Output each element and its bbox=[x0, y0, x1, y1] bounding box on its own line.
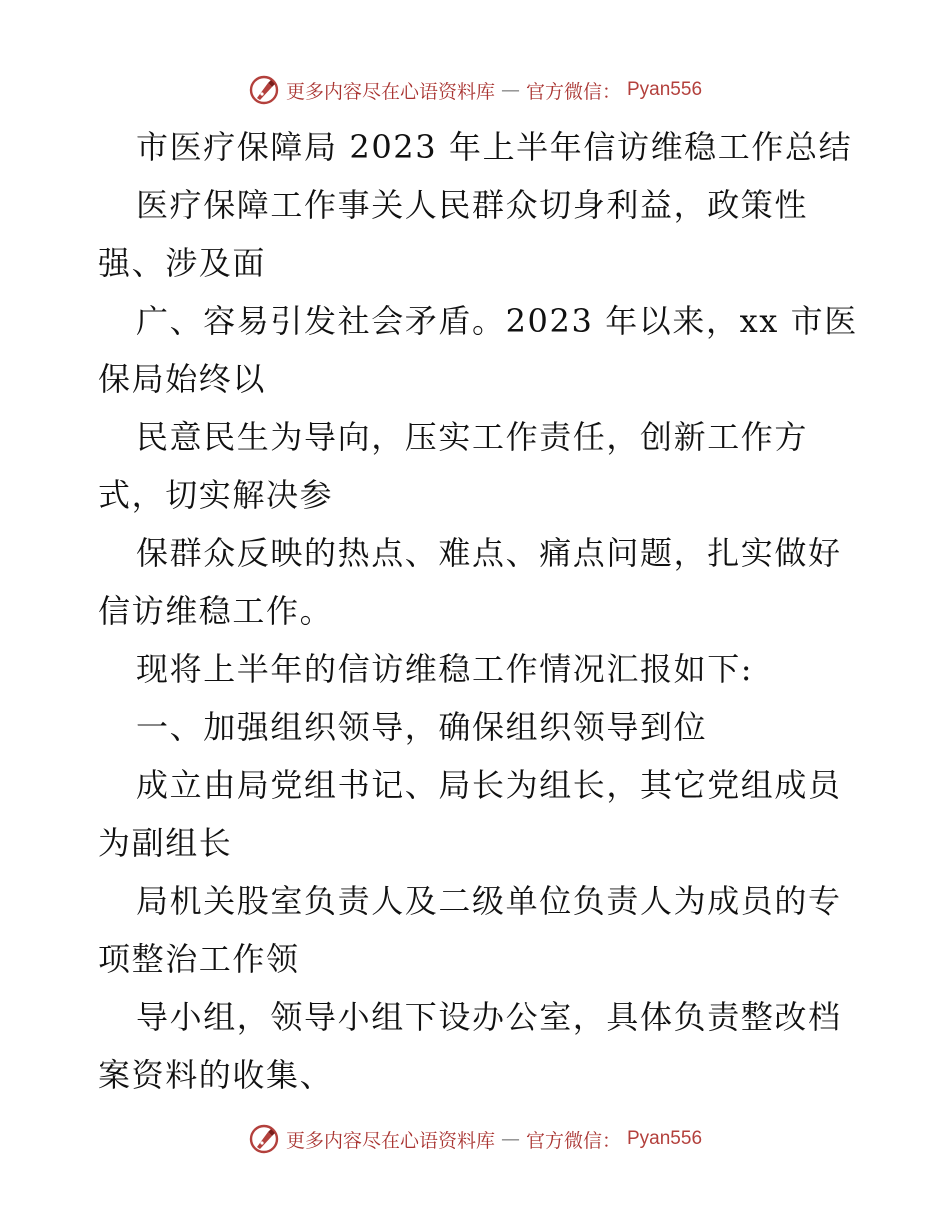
document-line: 为副组长 bbox=[98, 824, 233, 862]
footer-banner bbox=[0, 1119, 950, 1159]
document-title: 市医疗保障局 2023 年上半年信访维稳工作总结 bbox=[136, 128, 853, 166]
document-line: 广、容易引发社会矛盾。2023 年以来，xx 市医 bbox=[136, 302, 858, 340]
document-line: 局机关股室负责人及二级单位负责人为成员的专 bbox=[136, 882, 842, 920]
banner-contact-label: 官方微信： bbox=[525, 1129, 621, 1152]
document-line: 保群众反映的热点、难点、痛点问题，扎实做好 bbox=[136, 534, 842, 572]
document-line: 民意民生为导向，压实工作责任，创新工作方 bbox=[136, 418, 809, 456]
document-line: 导小组，领导小组下设办公室，具体负责整改档 bbox=[136, 998, 842, 1036]
banner-text: 更多内容尽在心语资料库 bbox=[285, 80, 495, 103]
document-line: 式，切实解决参 bbox=[98, 476, 334, 514]
pen-nib-logo-icon bbox=[248, 1123, 280, 1155]
header-banner bbox=[0, 70, 950, 110]
banner-contact-label: 官方微信： bbox=[525, 80, 621, 103]
document-line: 案资料的收集、 bbox=[98, 1056, 334, 1094]
banner-separator: — bbox=[500, 1128, 520, 1150]
document-line: 强、涉及面 bbox=[98, 244, 267, 282]
banner-contact-id: Pyan556 bbox=[627, 1128, 703, 1149]
banner-contact-id: Pyan556 bbox=[627, 79, 703, 100]
banner-text: 更多内容尽在心语资料库 bbox=[285, 1129, 495, 1152]
document-line: 保局始终以 bbox=[98, 360, 267, 398]
document-line: 现将上半年的信访维稳工作情况汇报如下: bbox=[136, 650, 754, 688]
document-line: 成立由局党组书记、局长为组长，其它党组成员 bbox=[136, 766, 842, 804]
document-line: 一、加强组织领导，确保组织领导到位 bbox=[136, 708, 708, 746]
document-line: 医疗保障工作事关人民群众切身利益，政策性 bbox=[136, 186, 809, 224]
document-body bbox=[98, 118, 858, 1104]
document-line: 项整治工作领 bbox=[98, 940, 300, 978]
pen-nib-logo-icon bbox=[248, 74, 280, 106]
document-line: 信访维稳工作。 bbox=[98, 592, 334, 630]
banner-separator: — bbox=[500, 79, 520, 101]
